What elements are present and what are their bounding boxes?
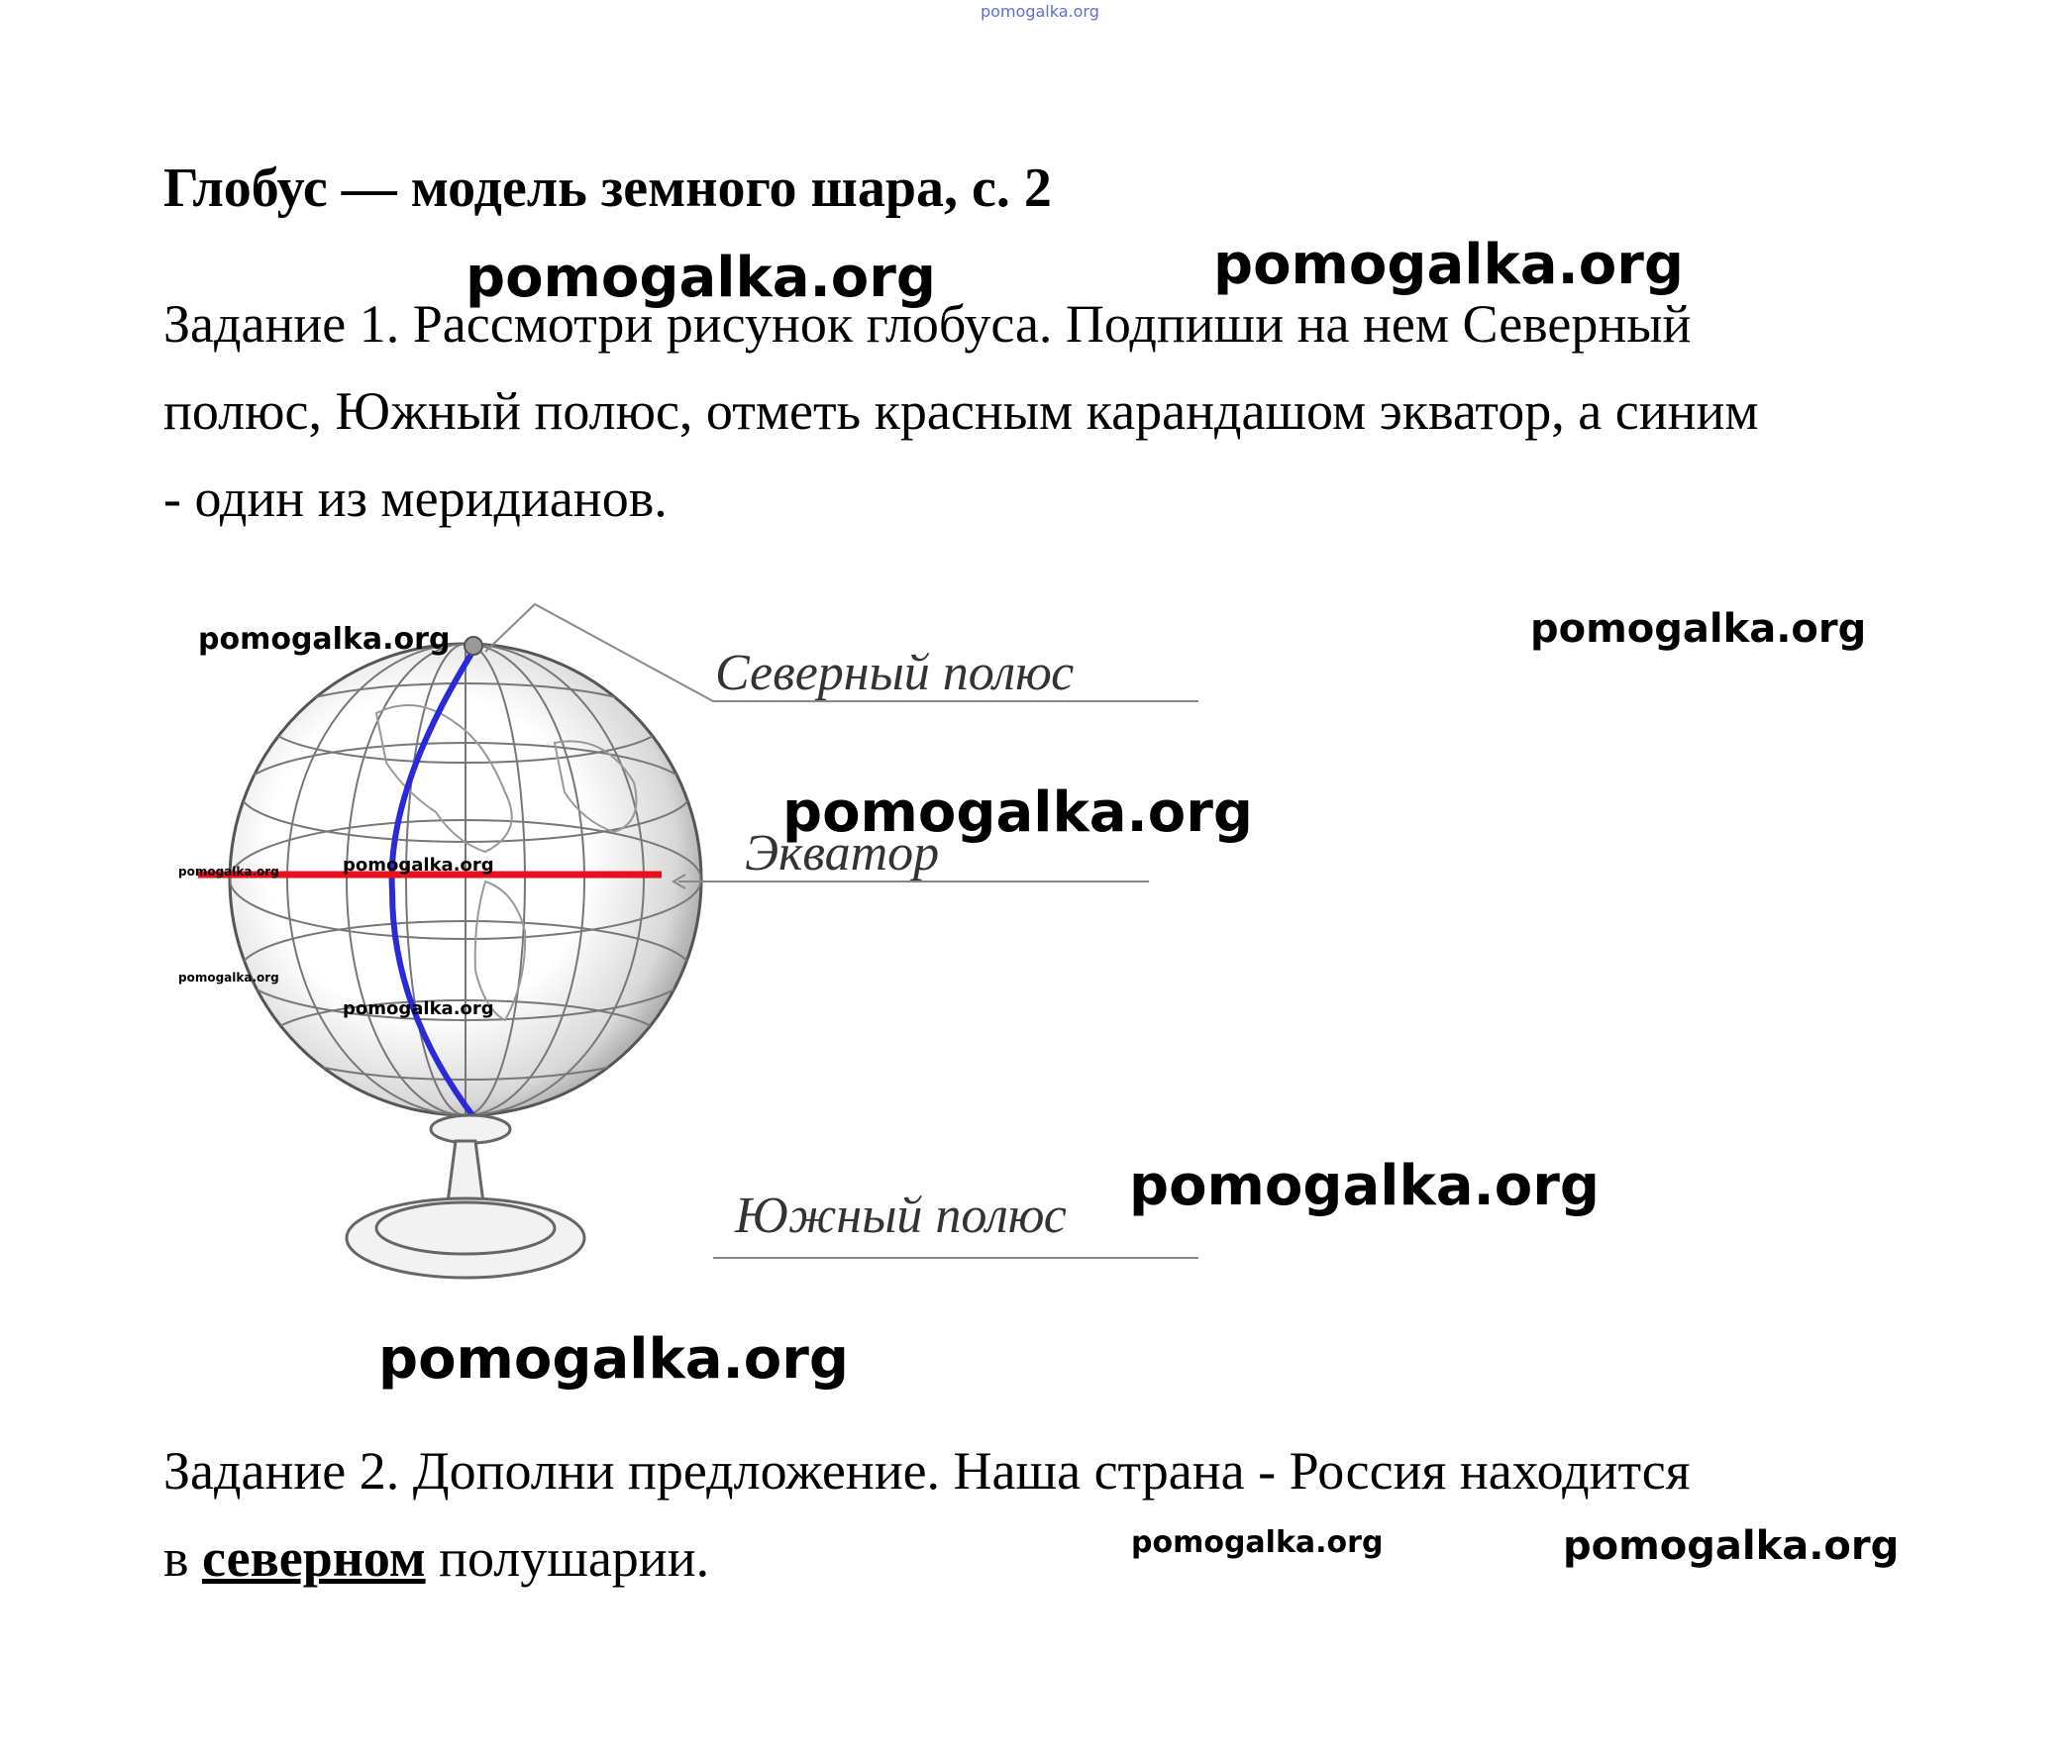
watermark: pomogalka.org [1723,1684,1808,1695]
globe-stand [347,1115,584,1278]
top-watermark: pomogalka.org [981,2,1099,21]
watermark: pomogalka.org [782,780,1253,845]
watermark: pomogalka.org [1563,1523,1900,1569]
task1-line2: полюс, Южный полюс, отметь красным карандашом экватор, а синим [163,381,1759,441]
equator-label: Экватор [745,825,940,882]
watermark: pomogalka.org [1213,233,1684,297]
watermark: pomogalka.org [466,246,936,310]
globe-figure [158,594,1268,1347]
watermark: pomogalka.org [343,855,494,876]
task2-suffix: полушарии. [439,1528,710,1588]
watermark: pomogalka.org [1131,1525,1384,1560]
task2-line2 [163,1513,709,1603]
task1-line3: - один из меридианов. [163,468,668,528]
south-pole-label: Южный полюс [735,1188,1067,1244]
watermark: pomogalka.org [378,1327,849,1392]
task2-answer: северном [202,1528,426,1588]
watermark: pomogalka.org [1530,606,1867,652]
task2-prefix: в [163,1528,189,1588]
watermark: pomogalka.org [1129,1154,1600,1218]
watermark: pomogalka.org [198,622,451,657]
watermark: pomogalka.org [343,998,494,1019]
globe-sphere [230,644,701,1115]
watermark: pomogalka.org [178,865,279,879]
north-pole-label: Северный полюс [715,645,1075,701]
watermark: pomogalka.org [178,971,279,985]
task2-line1: Задание 2. Дополни предложение. Наша страна - Россия находится [163,1441,1691,1501]
north-pole-cap [465,637,482,655]
page-title: Глобус — модель земного шара, с. 2 [163,157,1052,219]
task1-line1: Задание 1. Рассмотри рисунок глобуса. Подпиши на нем Северный [163,294,1692,354]
